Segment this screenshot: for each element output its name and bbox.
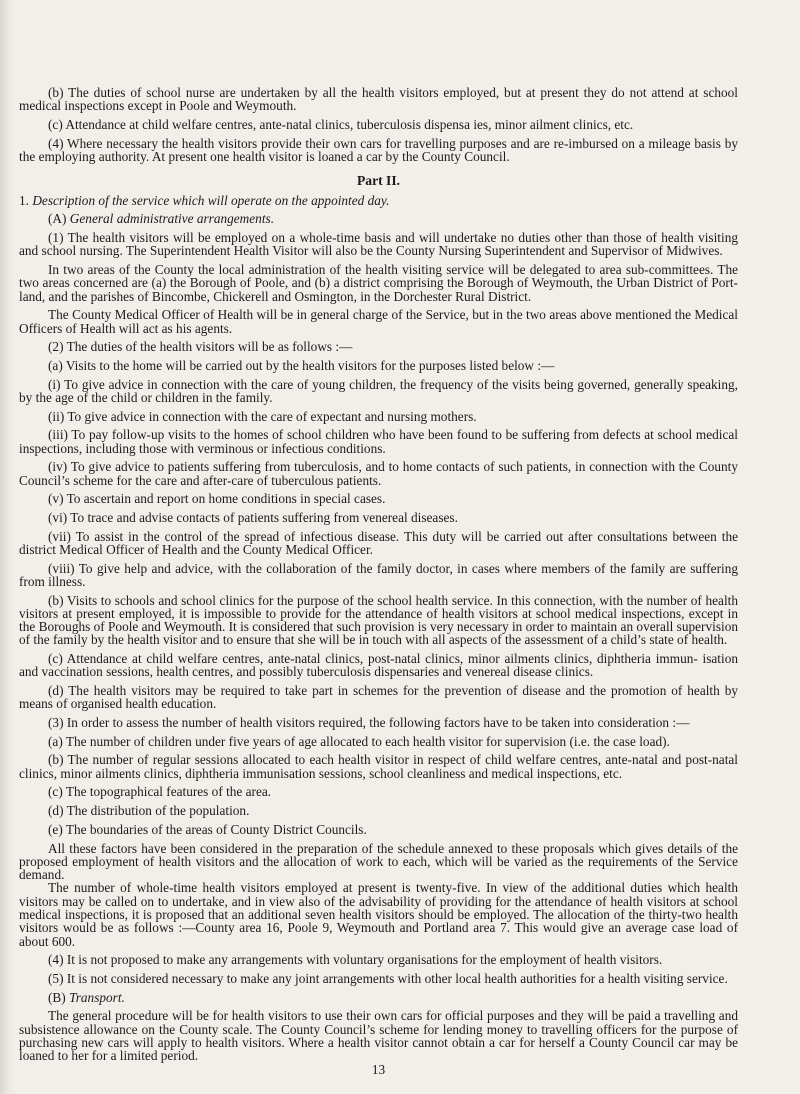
- paragraph: The number of whole-time health visitors employed at present is twenty-five. In view of the additional duties which health visitors may be called on to undertake, and in view also of the advisability of providing for the attendance of health visitors at school medical inspections, it is proposed that an additional seven health visitors should be employed. The allocation of the thirty-two health visitors would be as follows :—County area 16, Poole 9, Weymouth and Portland area 7. This would give an average case load of about 600.: [19, 880, 738, 949]
- paragraph: (iv) To give advice to patients suffering from tuberculosis, and to home contacts of such patients, in connection with the County Council’s scheme for the care and after-care of tuberculous patients.: [19, 459, 738, 488]
- paragraph: (c) Attendance at child welfare centres, ante-natal clinics, tuberculosis dispensa ies, minor ailment clinics, etc.: [48, 116, 634, 132]
- paragraph: (v) To ascertain and report on home conditions in special cases.: [48, 491, 386, 507]
- paragraph: (4) Where necessary the health visitors provide their own cars for travelling purposes and are re-imbursed on a mileage basis by the employing authority. At present one health visitor is loaned a car by the County Council.: [19, 135, 738, 164]
- page-number: 13: [371, 1061, 386, 1077]
- section-1-title: Description of the service which will operate on the appointed day.: [32, 192, 390, 208]
- part-heading: Part II.: [356, 173, 401, 189]
- section-a-heading: [19, 212, 738, 225]
- paragraph: (3) In order to assess the number of health visitors required, the following factors have to be taken into consideration :—: [48, 715, 690, 731]
- paragraph: (a) Visits to the home will be carried out by the health visitors for the purposes listed below :—: [48, 357, 555, 373]
- paragraph: (2) The duties of the health visitors will be as follows :—: [48, 339, 353, 355]
- paragraph: (d) The health visitors may be required to take part in schemes for the prevention of disease and the promotion of health by means of organised health education.: [19, 683, 738, 712]
- paragraph: The County Medical Officer of Health will be in general charge of the Service, but in the two areas above mentioned the Medical Officers of Health will act as his agents.: [19, 307, 738, 336]
- paragraph: (5) It is not considered necessary to make any joint arrangements with other local health authorities for a health visiting service.: [48, 970, 728, 986]
- paragraph: (c) The topographical features of the area.: [48, 784, 272, 800]
- section-b-heading: [19, 991, 738, 1004]
- paragraph: (e) The boundaries of the areas of County District Councils.: [48, 821, 367, 837]
- paragraph: All these factors have been considered in the preparation of the schedule annexed to these proposals which gives details of the proposed employment of health visitors and the allocation of work to each, which will be varied as the requirements of the Service demand.: [19, 840, 738, 883]
- paragraph: (ii) To give advice in connection with the care of expectant and nursing mothers.: [48, 408, 477, 424]
- paragraph: (vi) To trace and advise contacts of patients suffering from venereal diseases.: [48, 509, 458, 525]
- paragraph: (vii) To assist in the control of the spread of infectious disease. This duty will be carried out after consultations between the district Medical Officer of Health and the County Medical Officer.: [19, 528, 738, 557]
- section-b-label: (B): [48, 989, 66, 1005]
- paragraph: (viii) To give help and advice, with the collaboration of the family doctor, in cases where members of the family are suffering from illness.: [19, 560, 738, 589]
- paragraph: (a) The number of children under five years of age allocated to each health visitor for supervision (i.e. the case load).: [48, 733, 670, 749]
- section-b-title: Transport.: [69, 989, 125, 1005]
- paragraph: (d) The distribution of the population.: [48, 803, 250, 819]
- page-edge-shadow: [0, 0, 14, 1094]
- paragraph: (b) The number of regular sessions allocated to each health visitor in respect of child welfare centres, ante-natal and post-natal clinics, minor ailments clinics, diphtheria immunisation sessions, school cleanliness and medical inspections, etc.: [19, 752, 738, 781]
- paragraph: In two areas of the County the local administration of the health visiting service will be delegated to area sub-committees. The two areas concerned are (a) the Borough of Poole, and (b) a district comprising the Borough of Weymouth, the Urban District of Port- land, and the parishes of Bincombe, Chickerell and Osmington, in the Dorchester Rural District.: [19, 261, 738, 304]
- paragraph: (b) Visits to schools and school clinics for the purpose of the school health service. In this connection, with the number of health visitors at present employed, it is impossible to provide for the attendance of health visitors at school medical inspections, except in the Boroughs of Poole and Weymouth. It is considered that such provision is very necessary in order to maintain an overall supervision of the family by the health visitor and to ensure that she will be in touch with all aspects of the assessment of a child’s state of health.: [19, 592, 738, 648]
- paragraph: (b) The duties of school nurse are undertaken by all the health visitors employed, but at present they do not attend at school medical inspections except in Poole and Weymouth.: [19, 85, 738, 114]
- paragraph: (c) Attendance at child welfare centres, ante-natal clinics, post-natal clinics, minor ailments clinics, diphtheria immun- isation and vaccination sessions, health centres, and possibly tuberculosis dispensaries and venereal disease clinics.: [19, 651, 738, 680]
- paragraph: (iii) To pay follow-up visits to the homes of school children who have been found to be suffering from defects at school medical inspections, including those with verminous or infectious conditions.: [19, 427, 738, 456]
- paragraph: (1) The health visitors will be employed on a whole-time basis and will undertake no duties other than those of health visiting and school nursing. The Superintendent Health Visitor will also be the County Nursing Superintendent and Supervisor of Midwives.: [19, 229, 738, 259]
- section-a-title: General administrative arrangements.: [69, 211, 275, 227]
- section-1-number: 1.: [19, 192, 29, 208]
- section-1-heading: [19, 194, 738, 207]
- section-a-label: (A): [48, 211, 67, 227]
- paragraph: (i) To give advice in connection with the care of young children, the frequency of the visits being governed, generally speaking, by the age of the child or children in the family.: [19, 376, 738, 405]
- paragraph: The general procedure will be for health visitors to use their own cars for official purposes and they will be paid a travelling and subsistence allowance on the County scale. The County Council’s scheme for lending money to travelling officers for the purpose of purchasing new cars will apply to health visitors. Where a health visitor cannot obtain a car for herself a County Council car may be loaned to her for a limited period.: [19, 1008, 738, 1064]
- paragraph: (4) It is not proposed to make any arrangements with voluntary organisations for the employment of health visitors.: [48, 952, 663, 968]
